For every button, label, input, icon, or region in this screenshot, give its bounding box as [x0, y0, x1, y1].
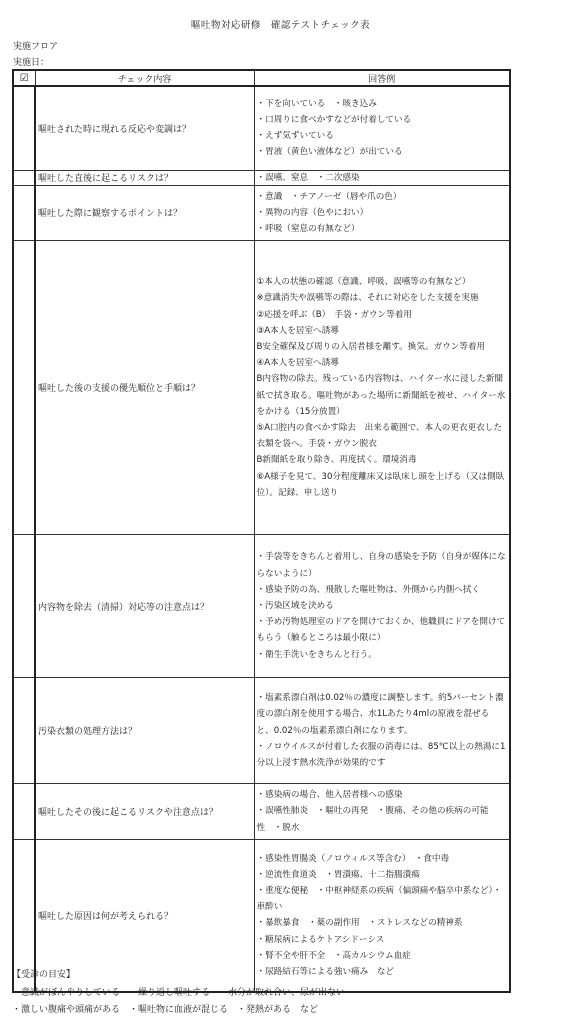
answer-line: ・呼吸（窒息の有無など）: [256, 223, 360, 234]
table-header-row: [13, 70, 510, 86]
answer-line: ・尿路結石等による強い痛み など: [256, 967, 395, 978]
answer-cell: [254, 170, 510, 185]
answer-line: ・汚染区域を決める: [256, 601, 334, 611]
answer-line: ※意識消失や誤嚥等の際は、それに対応をした支援を実施: [256, 293, 479, 304]
answer-line: ・胃液（黄色い液体など）が出ている: [256, 147, 403, 158]
footer-line-2: ・激しい腹痛や頭痛がある ・嘔吐物に血液が混じる ・発熱がある など: [12, 1005, 319, 1015]
answer-line: ・塩素系漂白剤は0.02％の濃度に調整します。約5パーセント濃度の漂白剤を使用する場合、水1Lあたり4mlの原液を混ぜると、0.02％の塩素系漂白剤になります。: [256, 693, 504, 736]
table-row: [13, 839, 510, 992]
answer-line: ・感染予防の為、飛散した嘔吐物は、外側から内側へ拭く: [256, 584, 480, 595]
check-cell[interactable]: [13, 535, 35, 678]
answer-cell: [254, 535, 510, 678]
answer-cell: [254, 678, 510, 784]
table-row: [13, 678, 510, 784]
answer-cell: [254, 839, 510, 992]
checklist-table: [12, 69, 511, 993]
answer-column-header: 回答例: [254, 70, 510, 86]
answer-line: ⑥A様子を見て、30分程度離床又は臥床し頭を上げる（又は側臥位）。記録、申し送り: [256, 471, 505, 498]
answer-line: ・異物の内容（色やにおい）: [256, 207, 369, 218]
question-cell: 嘔吐したその後に起こるリスクや注意点は？: [35, 784, 254, 840]
answer-line: ・ノロウイルスが付着した衣服の消毒には、85℃以上の熱湯に1分以上浸す熱水洗浄が効果的です: [256, 741, 506, 768]
answer-line: ・重度な便秘 ・中枢神経系の疾病（偏頭痛や脳卒中系など）・車酔い: [256, 886, 502, 913]
question-cell: 嘔吐した原因は何が考えられる？: [35, 839, 254, 992]
table-row: [13, 170, 510, 185]
question-cell: 嘔吐された時に現れる反応や変調は？: [35, 86, 254, 170]
question-cell: 内容物を除去（清掃）対応等の注意点は？: [35, 535, 254, 678]
answer-line: ③A本人を居室へ誘導: [256, 325, 339, 336]
answer-line: ・感染病の場合、他入居者様への感染: [256, 790, 403, 801]
answer-cell: [254, 185, 510, 241]
answer-line: ①本人の状態の確認（意識、呼吸、誤嚥等の有無など）: [256, 277, 471, 288]
floor-label: 実施フロア: [13, 42, 59, 52]
answer-line: ・腎不全や肝不全 ・高カルシウム血症: [256, 950, 411, 961]
question-cell: 嘔吐した後の支援の優先順位と手順は？: [35, 241, 254, 535]
check-cell[interactable]: [13, 170, 35, 185]
table-row: [13, 86, 510, 170]
answer-line: ・衛生手洗いをきちんと行う。: [256, 649, 377, 660]
answer-line: ・誤嚥、窒息 ・二次感染: [256, 172, 360, 183]
check-cell[interactable]: [13, 678, 35, 784]
answer-line: ・下を向いている ・咳き込み: [256, 98, 377, 109]
table-row: [13, 535, 510, 678]
footer-line-1: ・意識がぼんやりしている ・繰り返し嘔吐する ・水分が取れ合い、尿が出ない: [12, 988, 346, 998]
answer-line: ・感染性胃腸炎（ノロウィルス等含む） ・食中毒: [256, 853, 450, 864]
check-cell[interactable]: [13, 241, 35, 535]
table-row: [13, 185, 510, 241]
answer-cell: [254, 86, 510, 170]
footer-heading: 【受診の目安】: [12, 970, 76, 980]
table-row: [13, 784, 510, 840]
answer-line: ・糖尿病によるケトアシドーシス: [256, 934, 385, 945]
answer-line: ⑤A口腔内の食べかす除去 出来る範囲で、本人の更衣更衣した衣類を袋へ。手袋・ガウン脱衣: [256, 423, 502, 450]
page-title: 嘔吐物対応研修 確認テストチェック表: [190, 20, 371, 31]
answer-line: ・口周りに食べかすなどが付着している: [256, 115, 412, 126]
answer-line: ・意識 ・チアノーゼ（唇や爪の色）: [256, 191, 402, 202]
question-cell: 嘔吐した直後に起こるリスクは？: [35, 170, 254, 185]
answer-cell: [254, 241, 510, 535]
answer-line: ②応援を呼ぶ（B） 手袋・ガウン等着用: [256, 309, 412, 320]
check-cell[interactable]: [13, 86, 35, 170]
question-column-header: チェック内容: [35, 70, 254, 86]
check-column-header: [13, 70, 35, 86]
question-cell: 汚染衣類の処理方法は？: [35, 678, 254, 784]
checkbox-icon: ☑: [19, 72, 29, 84]
answer-line: ④A本人を居室へ誘導: [256, 358, 339, 369]
check-cell[interactable]: [13, 784, 35, 840]
answer-line: B内容物の除去。残っている内容物は、ハイター水に浸した新聞紙で拭き取る。嘔吐物があった場所に新聞紙を被せ、ハイター水をかける（15分放置）: [256, 374, 506, 417]
answer-line: ・手袋等をきちんと着用し、自身の感染を予防（自身が媒体にならないように）: [256, 552, 506, 579]
date-label: 実施日：: [13, 58, 50, 68]
answer-line: ・誤嚥性肺炎 ・嘔吐の再発 ・腹痛、その他の疾病の可能性 ・脱水: [256, 806, 489, 833]
answer-line: ・暴飲暴食 ・薬の副作用 ・ストレスなどの精神系: [256, 918, 463, 929]
answer-line: ・予め汚物処理室のドアを開けておくか、他職員にドアを開けてもらう（触るところは最小限に）: [256, 617, 506, 644]
check-cell[interactable]: [13, 185, 35, 241]
answer-line: ・えず気ずいている: [256, 131, 334, 142]
answer-line: B安全確保及び周りの入居者様を離す。換気。ガウン等着用: [256, 342, 486, 352]
answer-line: B新聞紙を取り除き、再度拭く。環境消毒: [256, 455, 417, 466]
answer-cell: [254, 784, 510, 840]
question-cell: 嘔吐した際に観察するポイントは？: [35, 185, 254, 241]
answer-line: ・逆流性食道炎 ・胃潰瘍、十二指腸潰瘍: [256, 869, 420, 880]
table-row: [13, 241, 510, 535]
